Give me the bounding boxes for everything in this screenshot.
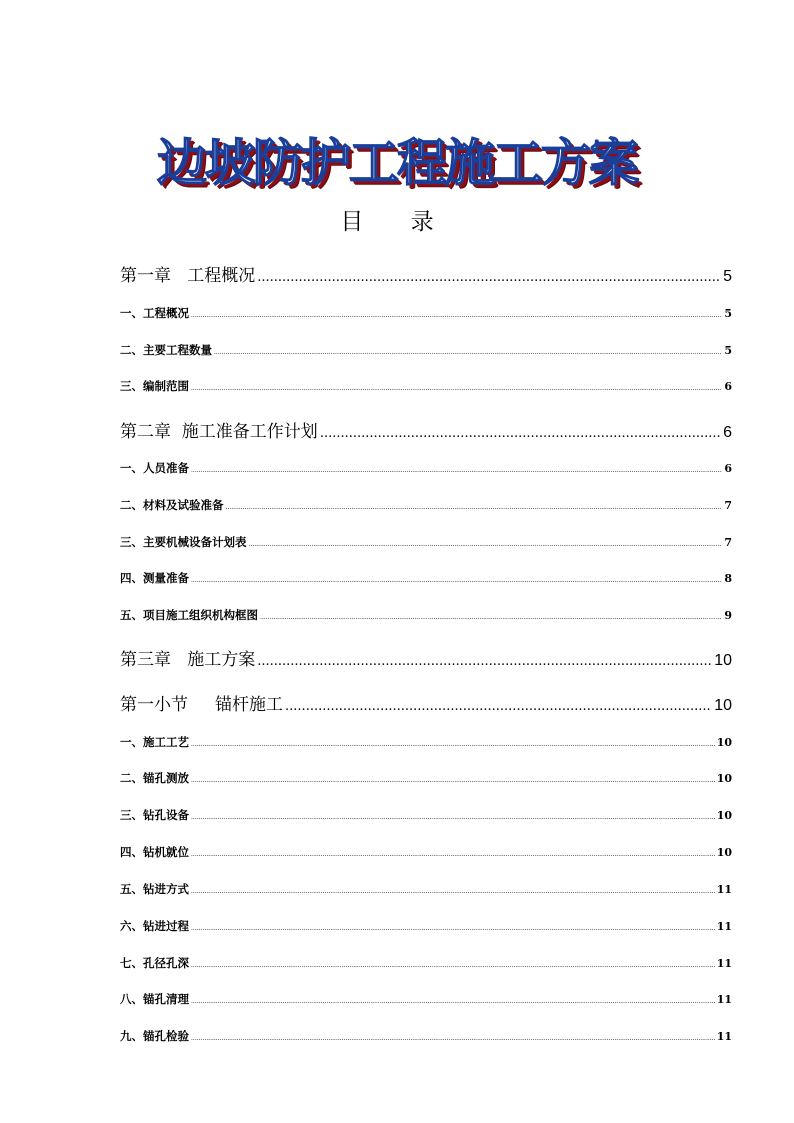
toc-page-number: 9 — [724, 609, 732, 622]
toc-entry-label: 二、锚孔测放 — [120, 771, 189, 785]
toc-page-number: 5 — [723, 268, 732, 285]
toc-page-number: 8 — [724, 572, 732, 585]
toc-entry[interactable] — [120, 694, 732, 718]
toc-entry-label: 九、锚孔检验 — [120, 1029, 189, 1043]
toc-page-number: 7 — [724, 536, 732, 549]
toc-entry[interactable] — [120, 734, 732, 753]
document-title: 边坡防护工程施工方案 — [157, 134, 637, 192]
toc-entry-label: 第二章 施工准备工作计划 — [120, 422, 318, 442]
toc-page-number: 6 — [723, 424, 732, 441]
toc-entry[interactable] — [120, 497, 732, 516]
toc-entry-label: 四、钻机就位 — [120, 845, 189, 859]
toc-entry[interactable] — [120, 534, 732, 553]
toc-entry-label: 一、人员准备 — [120, 461, 189, 475]
toc-page-number: 10 — [716, 772, 732, 785]
toc-leader — [191, 847, 715, 863]
toc-page-number: 6 — [724, 380, 732, 393]
toc-leader — [191, 308, 722, 324]
toc-page-number: 6 — [724, 462, 732, 475]
toc-page-number: 5 — [724, 307, 732, 320]
toc-page-number: 11 — [716, 920, 732, 933]
toc-entry[interactable] — [120, 265, 732, 289]
toc-entry-label: 七、孔径孔深 — [120, 956, 189, 970]
toc-entry-label: 一、施工工艺 — [120, 735, 189, 749]
toc-entry[interactable] — [120, 649, 732, 673]
toc-entry-label: 六、钻进过程 — [120, 919, 189, 933]
toc-leader — [191, 463, 722, 479]
toc-page-number: 10 — [716, 736, 732, 749]
toc-entry[interactable] — [120, 378, 732, 397]
toc-leader — [191, 381, 722, 397]
toc-entry-label: 第三章 施工方案 — [120, 650, 256, 670]
toc-page-number: 11 — [716, 1030, 732, 1043]
toc-leader — [249, 537, 723, 553]
toc-entry-label: 三、主要机械设备计划表 — [120, 535, 247, 549]
toc-leader — [191, 573, 722, 589]
toc-entry[interactable] — [120, 991, 732, 1010]
toc-page-number: 10 — [714, 652, 732, 669]
toc-entry[interactable] — [120, 881, 732, 900]
toc-leader — [226, 500, 723, 516]
toc-leader — [257, 267, 721, 289]
toc-entry-label: 五、钻进方式 — [120, 882, 189, 896]
toc-page-number: 11 — [716, 883, 732, 896]
toc-leader — [191, 737, 715, 753]
toc-entry-label: 第一章 工程概况 — [120, 266, 256, 286]
toc-entry-label: 四、测量准备 — [120, 571, 189, 585]
toc-entry[interactable] — [120, 460, 732, 479]
toc-entry[interactable] — [120, 1028, 732, 1047]
toc-page-number: 10 — [716, 846, 732, 859]
toc-leader — [191, 773, 715, 789]
toc-leader — [191, 1031, 715, 1047]
toc-entry[interactable] — [120, 918, 732, 937]
toc-leader — [214, 345, 722, 361]
toc-page-number: 10 — [716, 809, 732, 822]
toc-entry[interactable] — [120, 305, 732, 324]
toc-leader — [320, 423, 721, 445]
toc-entry[interactable] — [120, 807, 732, 826]
toc-leader — [191, 958, 715, 974]
toc-leader — [257, 651, 712, 673]
toc-entry[interactable] — [120, 770, 732, 789]
toc-entry-label: 三、钻孔设备 — [120, 808, 189, 822]
toc-leader — [191, 921, 715, 937]
toc-page-number: 11 — [716, 993, 732, 1006]
toc-page-number: 11 — [716, 957, 732, 970]
toc-leader — [191, 884, 715, 900]
toc-entry-label: 二、材料及试验准备 — [120, 498, 224, 512]
toc-entry[interactable] — [120, 570, 732, 589]
toc-entry-label: 二、主要工程数量 — [120, 343, 212, 357]
toc-entry-label: 五、项目施工组织机构框图 — [120, 608, 258, 622]
toc-entry[interactable] — [120, 342, 732, 361]
toc-entry-label: 三、编制范围 — [120, 379, 189, 393]
toc-leader — [285, 696, 712, 718]
toc-leader — [260, 610, 722, 626]
toc-page-number: 5 — [724, 344, 732, 357]
toc-entry[interactable] — [120, 844, 732, 863]
toc-page-number: 7 — [724, 499, 732, 512]
toc-entry[interactable] — [120, 421, 732, 445]
toc-page-number: 10 — [714, 697, 732, 714]
toc-entry[interactable] — [120, 607, 732, 626]
toc-entry-label: 八、锚孔清理 — [120, 992, 189, 1006]
toc-entry-label: 一、工程概况 — [120, 306, 189, 320]
toc-leader — [191, 994, 715, 1010]
toc-heading: 目 录 — [340, 209, 454, 235]
toc-leader — [191, 810, 715, 826]
toc-entry-label: 第一小节 锚杆施工 — [120, 695, 284, 715]
toc-entry[interactable] — [120, 955, 732, 974]
